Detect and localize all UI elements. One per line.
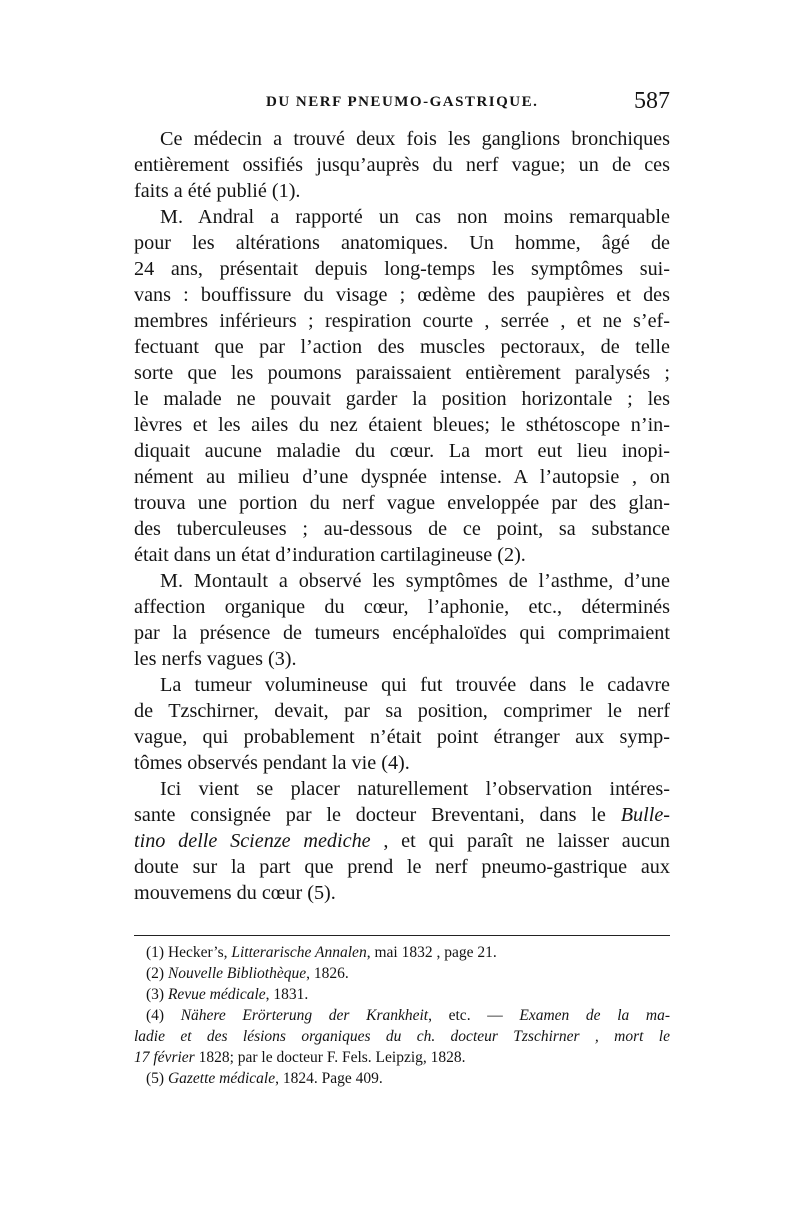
text-line: diquait aucune maladie du cœur. La mort eut lieu inopi- <box>134 440 670 462</box>
footnote-4-line-2: ladie et des lésions organiques du ch. docteur Tzschirner , mort le <box>134 1028 670 1045</box>
footnote-2 <box>134 963 670 984</box>
footnote-text: , 1824. Page 409. <box>275 1070 383 1087</box>
text-line: vague, qui probablement n’était point étranger aux symp- <box>134 726 670 748</box>
text-line: entièrement ossifiés jusqu’auprès du nerf vague; un de ces <box>134 154 670 176</box>
text-line: doute sur la part que prend le nerf pneumo-gastrique aux <box>134 856 670 878</box>
text-line: 24 ans, présentait depuis long-temps les symptômes sui- <box>134 258 670 280</box>
text-line: La tumeur volumineuse qui fut trouvée dans le cadavre <box>160 674 670 696</box>
footnotes <box>134 942 670 1089</box>
footnote-text: (4) <box>146 1007 181 1024</box>
text-line: mouvemens du cœur (5). <box>134 882 336 904</box>
footnote-italic: Nouvelle Bibliothèque <box>167 965 307 982</box>
footnote-text: (3) <box>146 986 168 1003</box>
text-line: nément au milieu d’une dyspnée intense. A l’autopsie , on <box>134 466 670 488</box>
footnote-italic: 17 février <box>134 1049 195 1066</box>
footnote-5 <box>134 1068 670 1089</box>
text-line: des tuberculeuses ; au-dessous de ce point, sa substance <box>134 518 670 540</box>
text-line: était dans un état d’induration cartilagineuse (2). <box>134 544 526 566</box>
text-fragment: , et qui paraît ne laisser aucun <box>383 830 671 852</box>
text-line: les nerfs vagues (3). <box>134 648 297 670</box>
text-line: M. Andral a rapporté un cas non moins remarquable <box>160 206 670 228</box>
footnote-italic: Litterarische Annalen <box>231 944 367 961</box>
text-line: affection organique du cœur, l’aphonie, etc., déterminés <box>134 596 670 618</box>
page-number: 587 <box>634 88 670 114</box>
footnote-italic: Revue médicale <box>167 986 266 1003</box>
text-line: Ici vient se placer naturellement l’observation intéres- <box>160 778 670 800</box>
text-line: sorte que les poumons paraissaient entièrement paralysés ; <box>134 362 670 384</box>
footnote-italic: Gazette médicale <box>167 1070 276 1087</box>
italic-title: Bulle- <box>620 804 671 826</box>
text-line: vans : bouffissure du visage ; œdème des paupières et des <box>134 284 670 306</box>
footnote-4-line-3 <box>134 1047 670 1068</box>
text-line: trouva une portion du nerf vague enveloppée par des glan- <box>134 492 670 514</box>
text-line: tômes observés pendant la vie (4). <box>134 752 410 774</box>
text-line: de Tzschirner, devait, par sa position, comprimer le nerf <box>134 700 670 722</box>
footnote-italic: Examen de la ma- <box>519 1007 670 1024</box>
text-line: lèvres et les ailes du nez étaient bleues; le sthétoscope n’in- <box>134 414 670 436</box>
footnote-1 <box>134 942 670 963</box>
footnote-text: (5) <box>146 1070 168 1087</box>
text-line: faits a été publié (1). <box>134 180 301 202</box>
italic-title: tino delle Scienze mediche <box>134 830 371 852</box>
text-line: pour les altérations anatomiques. Un homme, âgé de <box>134 232 670 254</box>
running-head: DU NERF PNEUMO-GASTRIQUE. <box>266 94 539 110</box>
footnote-4 <box>134 1005 670 1026</box>
text-line: fectuant que par l’action des muscles pectoraux, de telle <box>134 336 670 358</box>
text-line: membres inférieurs ; respiration courte , serrée , et ne s’ef- <box>134 310 670 332</box>
footnote-text: , 1826. <box>306 965 349 982</box>
body-text <box>134 126 670 906</box>
text-line-mixed <box>134 828 670 854</box>
text-line: M. Montault a observé les symptômes de l’asthme, d’une <box>160 570 670 592</box>
text-line: Ce médecin a trouvé deux fois les ganglions bronchiques <box>160 128 670 150</box>
footnote-italic: Nähere Erörterung der Krankheit <box>180 1007 429 1024</box>
page-header <box>134 90 670 120</box>
text-line: le malade ne pouvait garder la position horizontale ; les <box>134 388 670 410</box>
footnote-3 <box>134 984 670 1005</box>
footnote-text: 1828; par le docteur F. Fels. Leipzig, 1828. <box>194 1049 466 1066</box>
footnote-rule <box>134 935 670 936</box>
footnote-text: , etc. — <box>428 1007 520 1024</box>
text-line-mixed <box>134 802 670 828</box>
footnote-text: (2) <box>146 965 168 982</box>
footnote-text: (1) Hecker’s, <box>146 944 232 961</box>
text-fragment: sante consignée par le docteur Breventani, dans le <box>134 804 606 826</box>
footnote-text: , 1831. <box>265 986 309 1003</box>
text-line: par la présence de tumeurs encéphaloïdes qui comprimaient <box>134 622 670 644</box>
footnote-text: , mai 1832 , page 21. <box>366 944 497 961</box>
